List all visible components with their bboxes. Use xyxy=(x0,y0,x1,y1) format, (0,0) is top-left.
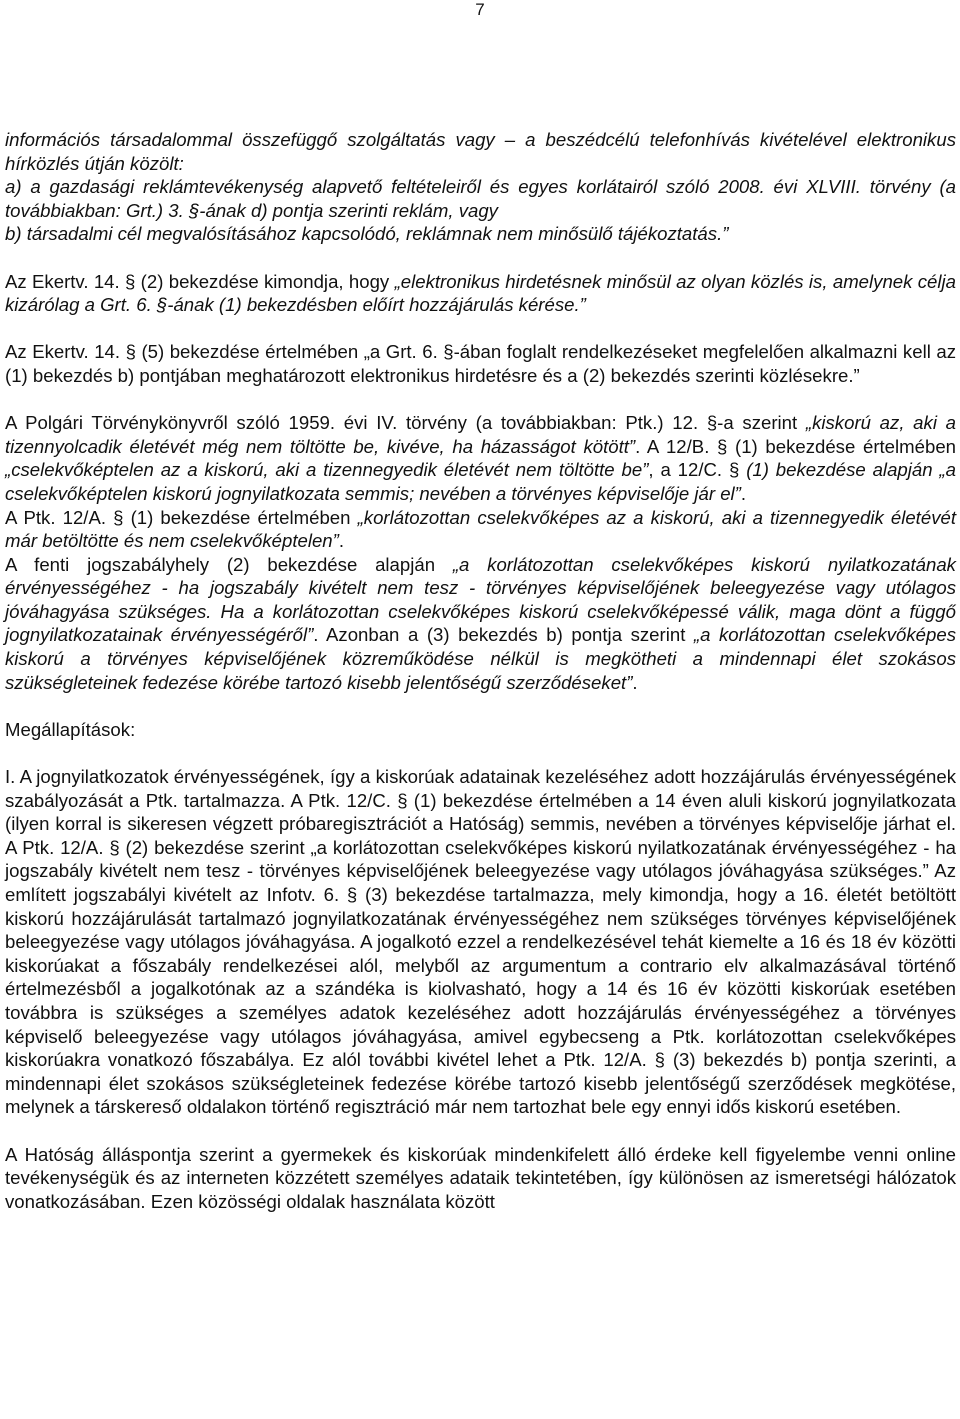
text-segment: , a 12/C. § xyxy=(648,459,747,481)
italic-text-segment: a) a gazdasági reklámtevékenység alapvető feltételeiről és egyes korlátairól szóló 2008. évi XLVIII. törvény (a továbbiakban: Grt.) 3. §-ának d) pontja szerinti reklám, vagy xyxy=(5,176,956,221)
document-body xyxy=(5,128,956,1213)
italic-text-segment: b) társadalmi cél megvalósításához kapcsolódó, reklámnak nem minősülő tájékoztatás.” xyxy=(5,223,729,245)
text-segment: A Polgári Törvénykönyvről szóló 1959. évi IV. törvény (a továbbiakban: Ptk.) 12. §-a szerint xyxy=(5,412,806,434)
text-segment: I. A jognyilatkozatok érvényességének, így a kiskorúak adatainak kezeléséhez adott hozzájárulás érvényességének szabályozását a Ptk. tartalmazza. A Ptk. 12/C. § (1) bekezdése értelmében a 14 éven aluli kiskorú jognyilatkozata (ilyen korral is sikeresen végzett próbaregisztrációt a Hatóság) semmis, nevében a törvényes képviselője járhat el. A Ptk. 12/A. § (2) bekezdése szerint „a korlátozottan cselekvőképes kiskorú nyilatkozatának érvényességéhez - ha jogszabály kivételt nem tesz - törvényes képviselőjének beleegyezése vagy utólagos jóváhagyása szükséges.” Az említett jogszabályi kivételt az Infotv. 6. § (3) bekezdése tartalmazza, mely kimondja, hogy a 16. életét betöltött kiskorú hozzájárulását tartalmazó jognyilatkozatának érvényességéhez nem szükséges törvényes képviselőjének beleegyezése vagy utólagos jóváhagyása. A jogalkotó ezzel a rendelkezésével tehát kiemelte a 16 és 18 év közötti kiskorúakat a főszabály rendelkezései alól, melyből az argumentum a contrario elv alkalmazásával történő értelmezésből a jogalkotónak az a szándéka is kiolvasható, hogy a 14 és 16 év közötti kiskorúak esetében továbbra is szükséges a személyes adatok kezeléséhez adott hozzájárulás érvényességéhez a törvényes képviselő beleegyezése vagy utólagos jóváhagyása, amivel egybecseng a Ptk. korlátozottan cselekvőképes kiskorúakra vonatkozó főszabálya. Ez alól további kivétel lehet a Ptk. 12/A. § (3) bekezdés b) pontja szerinti, a mindennapi élet szokásos szükségleteinek fedezése körébe tartozó kisebb jelentőségű szerződések megkötése, melynek a társkereső oldalakon történő regisztráció már nem tartozhat bele egy ennyi idős kiskorú esetében. xyxy=(5,766,956,1118)
italic-text-segment: „kiskorú az, aki a tizennyolcadik életévét még nem töltötte be, kivéve, ha házasságot kötött” xyxy=(5,412,956,457)
text-segment: . xyxy=(632,671,638,693)
italic-text-segment: „korlátozottan cselekvőképes az a kiskorú, aki a tizennegyedik életévét már betöltötte és nem cselekvőképtelen” xyxy=(5,506,956,552)
italic-text-segment: információs társadalommal összefüggő szolgáltatás vagy – a beszédcélú telefonhívás kivételével elektronikus hírközlés útján közölt: xyxy=(5,129,956,174)
text-segment: Az Ekertv. 14. § (2) bekezdése kimondja, hogy xyxy=(5,270,395,292)
text-segment: . xyxy=(338,530,344,552)
paragraph xyxy=(5,718,956,742)
paragraph xyxy=(5,340,956,387)
italic-text-segment: „a korlátozottan cselekvőképes kiskorú nyilatkozatának érvényességéhez - ha jogszabály kivételt nem tesz - törvényes képviselőjének beleegyezése vagy utólagos jóváhagyása szükséges. xyxy=(5,553,956,622)
italic-text-segment: „a korlátozottan cselekvőképes kiskorú a törvényes képviselőjének közreműködése nélkül is megkötheti a mindennapi élet szokásos szükségleteinek fedezése körébe tartozó kisebb jelentőségű szerződéseket” xyxy=(5,624,956,693)
paragraph xyxy=(5,1143,956,1214)
page-number: 7 xyxy=(475,0,485,19)
text-segment: A Hatóság álláspontja szerint a gyermekek és kiskorúak mindenkifelett álló érdeke kell figyelembe venni online tevékenységük és az interneten közzétett személyes adataik tekintetében, így különösen az ismeretségi hálózatok vonatkozásában. Ezen közösségi oldalak használata között xyxy=(5,1143,956,1212)
text-segment: A Ptk. 12/A. § (1) bekezdése értelmében xyxy=(5,506,358,528)
paragraph xyxy=(5,270,956,317)
paragraph xyxy=(5,175,956,222)
paragraph xyxy=(5,128,956,175)
paragraph xyxy=(5,553,956,695)
text-segment: . Azonban a (3) bekezdés b) pontja szerint xyxy=(313,624,694,646)
paragraph xyxy=(5,506,956,553)
text-segment: A fenti jogszabályhely (2) bekezdése alapján xyxy=(5,553,453,575)
text-segment: . xyxy=(740,482,747,504)
paragraph xyxy=(5,765,956,1119)
text-segment: Megállapítások: xyxy=(5,718,136,740)
italic-text-segment: „cselekvőképtelen az a kiskorú, aki a tizennegyedik életévét nem töltötte be” xyxy=(5,459,649,481)
italic-text-segment: „elektronikus hirdetésnek minősül az olyan közlés is, amelynek célja kizárólag a Grt. 6. §-ának (1) bekezdésben előírt hozzájárulás kérése.” xyxy=(5,270,956,316)
paragraph xyxy=(5,222,956,246)
text-segment: Az Ekertv. 14. § (5) bekezdése értelmében „a Grt. 6. §-ában foglalt rendelkezéseket megfelelően alkalmazni kell az (1) bekezdés b) pontjában meghatározott elektronikus hirdetésre és a (2) bekezdés szerinti közlésekre.” xyxy=(5,341,956,386)
italic-text-segment: (1) bekezdése alapján „a cselekvőképtelen kiskorú jognyilatkozata semmis; nevében a törvényes képviselője jár el” xyxy=(5,459,956,504)
text-segment: . A 12/B. § (1) bekezdése értelmében xyxy=(635,435,956,457)
italic-text-segment: Ha a korlátozottan cselekvőképes kiskorú cselekvőképessé válik, maga dönt a függő jognyilatkozatainak érvényességéről” xyxy=(5,600,956,646)
paragraph xyxy=(5,411,956,505)
